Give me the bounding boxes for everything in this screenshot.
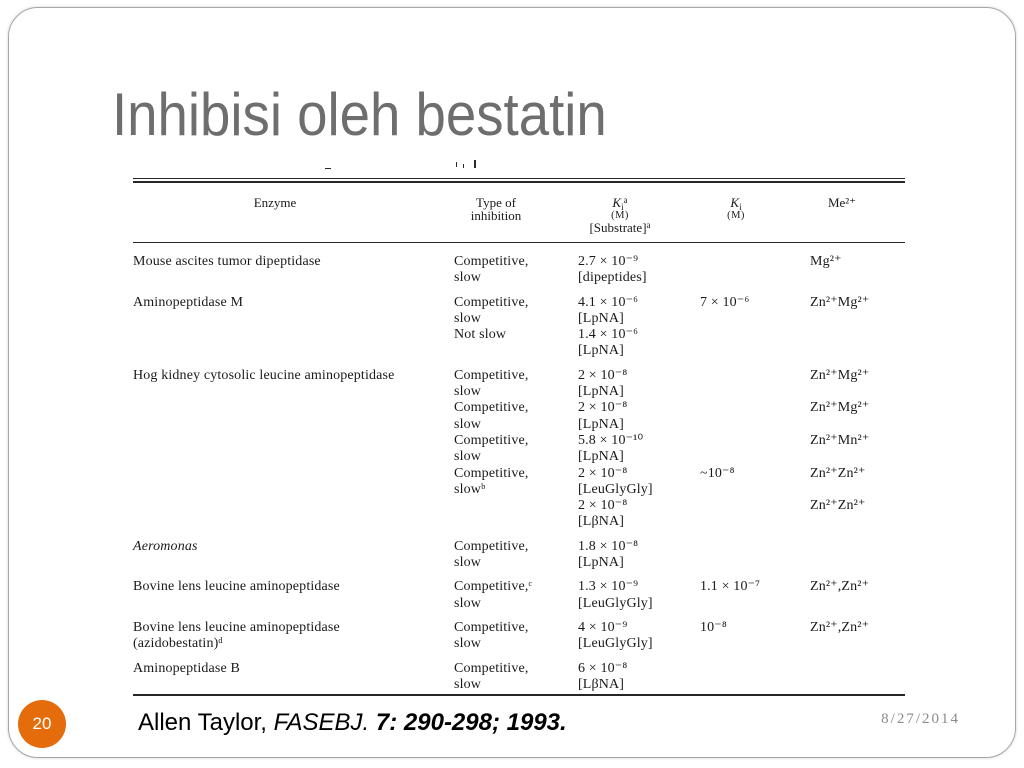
- scan-crop-fragment: [456, 162, 457, 167]
- inhibition-type-cell: [454, 295, 578, 328]
- citation-reference: 7: 290-298; 1993.: [375, 709, 567, 736]
- inhibition-type-text: slow: [454, 555, 482, 571]
- citation-journal: FASEBJ.: [273, 709, 370, 736]
- inhibition-type-text: slow: [454, 449, 482, 465]
- inhibition-type-cell: [454, 368, 578, 401]
- ki-value: ~10⁻⁸: [700, 465, 735, 481]
- ki-value: 4.1 × 10⁻⁶: [578, 294, 639, 310]
- substrate-label: [Substrate]: [589, 220, 647, 236]
- ki-substrate-cell: [578, 433, 700, 466]
- substrate-label: [LeuGlyGly]: [578, 595, 653, 611]
- inhibition-type-cell: [454, 620, 578, 653]
- inhibition-type-cell: [454, 327, 578, 360]
- ki-cell: [700, 254, 810, 287]
- ki-substrate-cell: [578, 539, 700, 572]
- ki-cell: [700, 400, 810, 433]
- enzyme-cell: [133, 254, 454, 287]
- metal-ion: Zn²⁺Mg²⁺: [810, 400, 870, 416]
- table-top-rule: [133, 181, 905, 183]
- inhibition-type-text: Competitive,: [454, 660, 529, 676]
- metal-ion-cell: [810, 327, 905, 360]
- ki-value: 4 × 10⁻⁹: [578, 619, 628, 635]
- inhibition-type-text: Competitive,ᶜ: [454, 579, 533, 595]
- ki-value: 5.8 × 10⁻¹⁰: [578, 432, 644, 448]
- table-row: [133, 368, 905, 531]
- slide-number-badge: 20: [18, 700, 66, 748]
- header-enzyme-label: Enzyme: [253, 195, 297, 210]
- scan-crop-fragment: [325, 168, 331, 169]
- ki-cell: [700, 539, 810, 572]
- metal-ion-cell: [810, 368, 905, 401]
- ki-cell: [700, 661, 810, 694]
- ki-cell: [700, 579, 810, 612]
- table-row: [133, 620, 905, 653]
- inhibition-type-text: Competitive,: [454, 538, 529, 554]
- metal-ion: Zn²⁺Zn²⁺: [810, 498, 866, 514]
- enzyme-name: Hog kidney cytosolic leucine aminopeptidase: [133, 367, 395, 383]
- ki-value: 10⁻⁸: [700, 619, 727, 635]
- table-row: [133, 579, 905, 612]
- enzyme-cell: [133, 579, 454, 612]
- footnote-mark: a: [646, 220, 651, 231]
- scan-crop-fragment: [474, 160, 476, 168]
- header-metal-ion: [828, 197, 856, 210]
- enzyme-name: (azidobestatin)ᵈ: [133, 636, 223, 652]
- ki-substrate-cell: [578, 466, 700, 499]
- ki-value: 7 × 10⁻⁶: [700, 294, 750, 310]
- ki-cell: [700, 620, 810, 653]
- ki-cell: [700, 295, 810, 328]
- inhibition-type-text: slow: [454, 384, 482, 400]
- ki-substrate-cell: [578, 295, 700, 328]
- metal-ion-cell: [810, 661, 905, 694]
- inhibition-type-cell: [454, 498, 578, 531]
- inhibition-type-text: Competitive,: [454, 367, 529, 383]
- ki-value: 1.3 × 10⁻⁹: [578, 579, 639, 595]
- metal-ion-cell: [810, 433, 905, 466]
- enzyme-cell: [133, 539, 454, 572]
- substrate-label: [LeuGlyGly]: [578, 636, 653, 652]
- inhibition-type-cell: [454, 539, 578, 572]
- metal-ion-cell: [810, 620, 905, 653]
- substrate-label: [LpNA]: [578, 310, 624, 326]
- header-ki-symbol: [589, 197, 650, 210]
- inhibition-type-cell: [454, 254, 578, 287]
- metal-ion-cell: [810, 466, 905, 499]
- substrate-label: [LpNA]: [578, 384, 624, 400]
- ki-substrate-cell: [578, 661, 700, 694]
- ki-substrate-cell: [578, 400, 700, 433]
- metal-ion-cell: [810, 295, 905, 328]
- inhibition-type-text: slow: [454, 270, 482, 286]
- table-header-rule: [133, 242, 905, 243]
- enzyme-cell: [133, 620, 454, 653]
- inhibition-type-text: Competitive,: [454, 432, 529, 448]
- ki-value: 6 × 10⁻⁸: [578, 660, 628, 676]
- ki-subscript: i: [739, 202, 742, 212]
- ki-value: 2.7 × 10⁻⁹: [578, 254, 639, 269]
- enzyme-cell: [133, 661, 454, 694]
- inhibition-type-text: slow: [454, 676, 482, 692]
- ki-cell: [700, 327, 810, 360]
- inhibition-type-cell: [454, 400, 578, 433]
- inhibition-type-text: Competitive,: [454, 465, 529, 481]
- metal-ion: Zn²⁺Mn²⁺: [810, 432, 870, 448]
- ki-cell: [700, 368, 810, 401]
- citation: [138, 709, 567, 737]
- inhibition-type-text: slow: [454, 416, 482, 432]
- inhibition-type-text: slowᵇ: [454, 481, 486, 497]
- ki-value: 1.4 × 10⁻⁶: [578, 327, 639, 343]
- ki-value: 1.8 × 10⁻⁸: [578, 538, 639, 554]
- header-substrate: [589, 222, 650, 235]
- ki-substrate-cell: [578, 368, 700, 401]
- ki-cell: [700, 498, 810, 531]
- table-row: [133, 661, 905, 694]
- inhibition-type-cell: [454, 466, 578, 499]
- header-enzyme: [254, 197, 297, 210]
- header-unit: (M): [727, 209, 745, 221]
- ki-substrate-cell: [578, 327, 700, 360]
- ki-value: 1.1 × 10⁻⁷: [700, 579, 761, 595]
- header-inhibition-type: [471, 197, 522, 222]
- table-top-rule: [133, 178, 905, 179]
- inhibition-type-text: Competitive,: [454, 400, 529, 416]
- slide-title: Inhibisi oleh bestatin: [112, 81, 607, 148]
- slide-date: 8/27/2014: [881, 711, 960, 727]
- enzyme-cell: [133, 368, 454, 531]
- metal-ion-cell: [810, 579, 905, 612]
- metal-ion-cell: [810, 400, 905, 433]
- table-body: [133, 254, 905, 701]
- header-ki-symbol: [727, 197, 745, 210]
- ki-subscript: i: [621, 202, 624, 212]
- enzyme-name: Mouse ascites tumor dipeptidase: [133, 254, 321, 269]
- ki-value: 2 × 10⁻⁸: [578, 465, 628, 481]
- table-row: [133, 539, 905, 572]
- table-row: [133, 295, 905, 360]
- metal-ion-cell: [810, 498, 905, 531]
- substrate-label: [LeuGlyGly]: [578, 481, 653, 497]
- inhibition-type-text: Not slow: [454, 327, 507, 343]
- metal-ion: Zn²⁺,Zn²⁺: [810, 619, 870, 635]
- ki-cell: [700, 466, 810, 499]
- header-ki-substrate: [589, 197, 650, 235]
- substrate-label: [LpNA]: [578, 416, 624, 432]
- substrate-label: [LpNA]: [578, 555, 624, 571]
- enzyme-name: Aminopeptidase B: [133, 660, 240, 676]
- ki-value: 2 × 10⁻⁸: [578, 498, 628, 514]
- header-ki: [727, 197, 745, 222]
- metal-ion: Zn²⁺,Zn²⁺: [810, 579, 870, 595]
- footnote-mark: a: [623, 195, 628, 205]
- substrate-label: [LβNA]: [578, 514, 625, 530]
- header-inhibition-line: Type of: [476, 195, 516, 210]
- substrate-label: [LpNA]: [578, 343, 624, 359]
- table-header: [0, 197, 1024, 237]
- inhibition-type-text: slow: [454, 595, 482, 611]
- header-metal-label: Me²⁺: [827, 195, 857, 210]
- ki-value: 2 × 10⁻⁸: [578, 400, 628, 416]
- ki-symbol: K: [612, 195, 622, 210]
- enzyme-name: Bovine lens leucine aminopeptidase: [133, 579, 340, 595]
- header-inhibition-line: inhibition: [470, 207, 522, 223]
- inhibition-type-text: slow: [454, 310, 482, 326]
- enzyme-name: Aminopeptidase M: [133, 294, 244, 310]
- table-row: [133, 254, 905, 287]
- metal-ion: Mg²⁺: [810, 254, 842, 269]
- substrate-label: [dipeptides]: [578, 270, 647, 286]
- inhibition-type-cell: [454, 579, 578, 612]
- ki-cell: [700, 433, 810, 466]
- scan-crop-fragment: [463, 164, 464, 168]
- table-bottom-rule: [133, 694, 905, 696]
- enzyme-name: Bovine lens leucine aminopeptidase: [133, 619, 340, 635]
- ki-substrate-cell: [578, 620, 700, 653]
- metal-ion-cell: [810, 539, 905, 572]
- inhibition-type-text: Competitive,: [454, 619, 529, 635]
- ki-value: 2 × 10⁻⁸: [578, 367, 628, 383]
- inhibition-type-cell: [454, 433, 578, 466]
- metal-ion: Zn²⁺Mg²⁺: [810, 294, 870, 310]
- inhibition-type-text: slow: [454, 636, 482, 652]
- enzyme-name: Aeromonas: [133, 538, 198, 554]
- metal-ion: Zn²⁺Zn²⁺: [810, 465, 866, 481]
- header-unit: (M): [611, 209, 629, 221]
- metal-ion-cell: [810, 254, 905, 287]
- inhibition-type-cell: [454, 661, 578, 694]
- ki-symbol: K: [730, 195, 740, 210]
- inhibition-type-text: Competitive,: [454, 294, 529, 310]
- substrate-label: [LβNA]: [578, 676, 625, 692]
- enzyme-cell: [133, 295, 454, 360]
- ki-substrate-cell: [578, 579, 700, 612]
- citation-author: Allen Taylor,: [138, 709, 267, 736]
- inhibition-type-text: Competitive,: [454, 254, 529, 269]
- ki-substrate-cell: [578, 498, 700, 531]
- ki-substrate-cell: [578, 254, 700, 287]
- metal-ion: Zn²⁺Mg²⁺: [810, 367, 870, 383]
- substrate-label: [LpNA]: [578, 449, 624, 465]
